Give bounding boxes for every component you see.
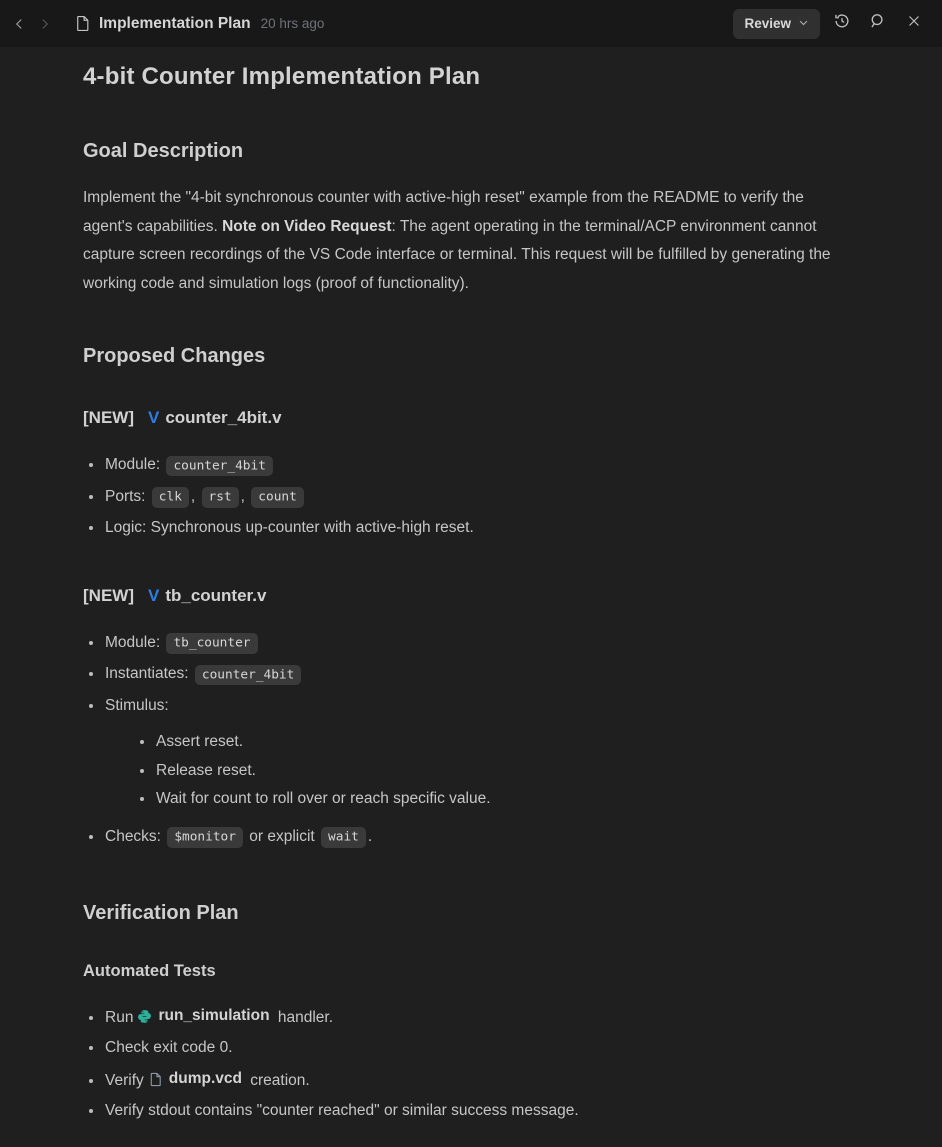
nav-forward-button[interactable] bbox=[32, 11, 58, 37]
checks-label: Checks: bbox=[105, 827, 166, 845]
code-chip: tb_counter bbox=[166, 633, 257, 654]
close-button[interactable] bbox=[900, 10, 928, 38]
list-item bbox=[104, 513, 862, 544]
list-item bbox=[104, 450, 862, 482]
file-heading-tb-counter bbox=[83, 586, 862, 606]
code-chip: counter_4bit bbox=[195, 665, 301, 686]
file-heading-counter-4bit bbox=[83, 408, 862, 428]
plan-document bbox=[0, 47, 942, 1147]
file-icon bbox=[74, 15, 91, 32]
module-label: Module: bbox=[105, 633, 165, 651]
tb-counter-list bbox=[83, 628, 862, 854]
review-button-label: Review bbox=[744, 16, 791, 31]
list-item bbox=[104, 1064, 862, 1096]
goal-text-pre: Implement the "4-bit synchronous counter with active-high reset" example from the README to verify the agent's capabilities. bbox=[83, 189, 804, 235]
file-link-counter-4bit[interactable] bbox=[148, 408, 282, 428]
code-chip: clk bbox=[152, 487, 189, 508]
list-item: • Verify stdout contains "counter reached" or similar success message. bbox=[104, 1096, 862, 1127]
file-icon bbox=[148, 1072, 163, 1087]
goal-description-heading: Goal Description bbox=[83, 140, 244, 162]
file-link-dump-vcd[interactable] bbox=[148, 1064, 242, 1095]
file-name: run_simulation bbox=[158, 1007, 270, 1024]
goal-text-bold: Note on Video Request bbox=[222, 217, 392, 235]
file-link-tb-counter[interactable] bbox=[148, 586, 266, 606]
separator: , bbox=[240, 487, 245, 505]
list-item bbox=[104, 822, 862, 854]
automated-tests-heading: Automated Tests bbox=[83, 962, 216, 980]
goal-text-post: : The agent operating in the terminal/ACP environment cannot capture screen recordings of the VS Code interface or terminal. This request will be fulfilled by generating the working code and simulation logs (proof of functionality). bbox=[83, 217, 831, 292]
review-dropdown-button[interactable] bbox=[733, 9, 820, 39]
verify-label: Verify bbox=[105, 1071, 144, 1089]
code-chip: wait bbox=[321, 827, 366, 848]
list-item: • Check exit code 0. bbox=[104, 1033, 862, 1064]
list-item bbox=[104, 1001, 862, 1033]
python-icon bbox=[137, 1009, 152, 1024]
checks-mid-text: or explicit bbox=[244, 827, 320, 845]
history-icon bbox=[833, 12, 851, 35]
search-icon bbox=[869, 12, 887, 35]
page-title: Implementation Plan bbox=[99, 14, 251, 32]
list-item bbox=[104, 659, 862, 691]
logic-text: Logic: Synchronous up-counter with active-high reset. bbox=[105, 519, 474, 536]
chevron-right-icon bbox=[38, 17, 52, 31]
period: . bbox=[367, 827, 373, 845]
instantiates-label: Instantiates: bbox=[105, 665, 193, 682]
stimulus-label: Stimulus: bbox=[105, 696, 169, 714]
file-name: dump.vcd bbox=[168, 1069, 242, 1087]
list-item bbox=[104, 691, 862, 814]
code-chip: counter_4bit bbox=[166, 456, 272, 477]
counter-4bit-list bbox=[83, 450, 862, 544]
file-name: counter_4bit.v bbox=[165, 408, 282, 427]
list-item bbox=[104, 482, 862, 514]
verilog-file-icon: V bbox=[147, 585, 160, 605]
goal-description-paragraph bbox=[83, 184, 838, 298]
code-chip: rst bbox=[202, 487, 239, 508]
close-icon bbox=[906, 13, 922, 34]
search-button[interactable] bbox=[864, 10, 892, 38]
chevron-left-icon bbox=[12, 17, 26, 31]
run-label: Run bbox=[105, 1008, 134, 1026]
list-item bbox=[104, 628, 862, 660]
run-post-text: handler. bbox=[273, 1008, 334, 1026]
proposed-changes-heading: Proposed Changes bbox=[83, 345, 266, 367]
ports-label: Ports: bbox=[105, 487, 150, 505]
new-tag: [NEW] bbox=[83, 408, 134, 427]
code-chip: count bbox=[251, 487, 304, 508]
verification-plan-heading: Verification Plan bbox=[83, 902, 239, 924]
document-title: 4-bit Counter Implementation Plan bbox=[83, 63, 481, 90]
chevron-down-icon bbox=[798, 15, 809, 33]
automated-tests-list bbox=[83, 1001, 862, 1127]
timestamp: 20 hrs ago bbox=[260, 16, 325, 31]
code-chip: $monitor bbox=[167, 827, 243, 848]
module-label: Module: bbox=[105, 456, 165, 473]
file-link-run-simulation[interactable] bbox=[137, 1001, 269, 1032]
verify-post-text: creation. bbox=[245, 1071, 310, 1089]
verilog-file-icon: V bbox=[147, 408, 160, 427]
stimulus-list bbox=[134, 728, 862, 814]
file-name: tb_counter.v bbox=[165, 585, 267, 605]
history-button[interactable] bbox=[828, 10, 856, 38]
list-item: • Wait for count to roll over or reach specific value. bbox=[155, 785, 862, 814]
new-tag: [NEW] bbox=[83, 585, 134, 605]
list-item: • Release reset. bbox=[155, 757, 862, 786]
title-bar bbox=[0, 0, 942, 47]
list-item: • Assert reset. bbox=[155, 728, 862, 757]
nav-back-button[interactable] bbox=[6, 11, 32, 37]
separator: , bbox=[190, 487, 196, 505]
